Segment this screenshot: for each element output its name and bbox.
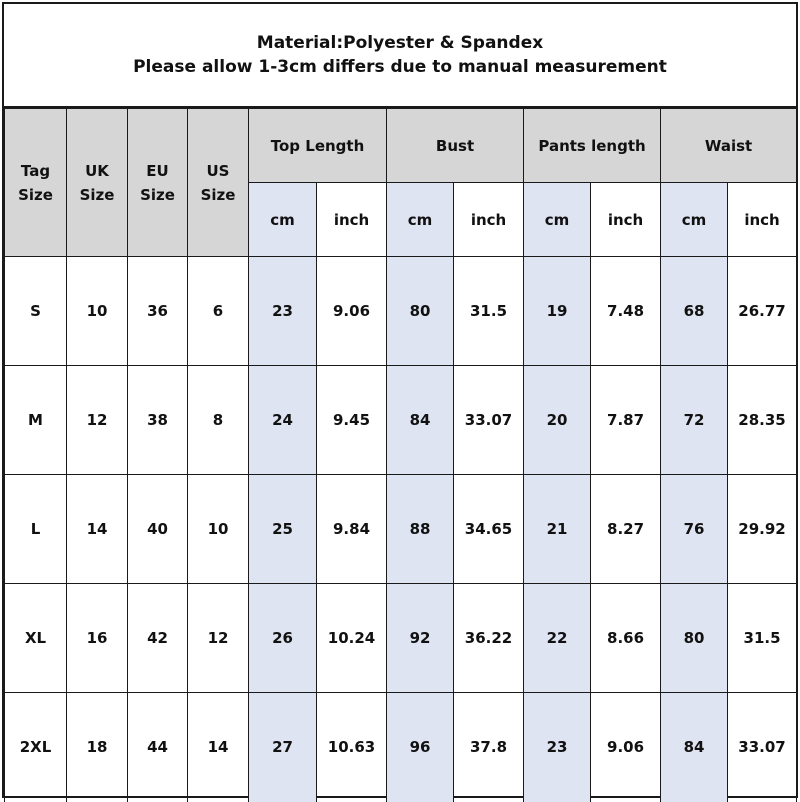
material-line: Material:Polyester & Spandex [256,33,544,53]
top-length-inch-cell: 9.06 [317,257,387,366]
pants-length-inch-cell: 8.66 [591,584,661,693]
unit-cm: cm [387,183,454,257]
top-length-cm-cell: 26 [249,584,317,693]
chart-header [4,4,796,108]
waist-cm-cell: 80 [661,584,728,693]
us-size-cell: 14 [188,693,249,802]
tag-size-cell: L [5,475,67,584]
bust-inch-cell: 37.8 [454,693,524,802]
top-length-cm-cell: 24 [249,366,317,475]
waist-inch-cell: 33.07 [728,693,797,802]
group-header-waist: Waist [661,109,797,183]
measurement-note: Please allow 1-3cm differs due to manual measurement [133,57,667,77]
group-header-bust: Bust [387,109,524,183]
pants-length-cm-cell: 20 [524,366,591,475]
bust-cm-cell: 92 [387,584,454,693]
tag-size-cell: S [5,257,67,366]
group-header-pants-length: Pants length [524,109,661,183]
waist-inch-cell: 29.92 [728,475,797,584]
uk-size-cell: 10 [67,257,128,366]
unit-inch: inch [317,183,387,257]
us-size-header: US Size [188,109,249,257]
unit-cm: cm [661,183,728,257]
top-length-inch-cell: 9.45 [317,366,387,475]
waist-inch-cell: 26.77 [728,257,797,366]
eu-size-cell: 38 [128,366,188,475]
size-chart [2,2,798,798]
table-row [5,693,797,802]
top-length-cm-cell: 27 [249,693,317,802]
group-header-row [5,109,797,183]
uk-size-cell: 16 [67,584,128,693]
pants-length-inch-cell: 7.48 [591,257,661,366]
pants-length-inch-cell: 8.27 [591,475,661,584]
unit-cm: cm [249,183,317,257]
tag-size-header: Tag Size [5,109,67,257]
bust-inch-cell: 33.07 [454,366,524,475]
pants-length-cm-cell: 19 [524,257,591,366]
waist-cm-cell: 76 [661,475,728,584]
pants-length-inch-cell: 7.87 [591,366,661,475]
eu-size-cell: 36 [128,257,188,366]
top-length-cm-cell: 25 [249,475,317,584]
us-size-cell: 6 [188,257,249,366]
tag-size-cell: XL [5,584,67,693]
bust-inch-cell: 34.65 [454,475,524,584]
unit-inch: inch [591,183,661,257]
unit-cm: cm [524,183,591,257]
bust-cm-cell: 88 [387,475,454,584]
uk-size-cell: 18 [67,693,128,802]
pants-length-cm-cell: 23 [524,693,591,802]
unit-inch: inch [728,183,797,257]
us-size-cell: 12 [188,584,249,693]
tag-size-cell: 2XL [5,693,67,802]
table-row [5,475,797,584]
pants-length-cm-cell: 22 [524,584,591,693]
bust-cm-cell: 80 [387,257,454,366]
bust-cm-cell: 84 [387,366,454,475]
top-length-inch-cell: 9.84 [317,475,387,584]
eu-size-cell: 40 [128,475,188,584]
eu-size-header: EU Size [128,109,188,257]
top-length-cm-cell: 23 [249,257,317,366]
size-table [4,108,797,802]
uk-size-cell: 14 [67,475,128,584]
bust-cm-cell: 96 [387,693,454,802]
group-header-top-length: Top Length [249,109,387,183]
waist-cm-cell: 68 [661,257,728,366]
table-row [5,584,797,693]
uk-size-cell: 12 [67,366,128,475]
us-size-cell: 10 [188,475,249,584]
waist-cm-cell: 84 [661,693,728,802]
unit-inch: inch [454,183,524,257]
tag-size-cell: M [5,366,67,475]
us-size-cell: 8 [188,366,249,475]
waist-inch-cell: 31.5 [728,584,797,693]
uk-size-header: UK Size [67,109,128,257]
top-length-inch-cell: 10.63 [317,693,387,802]
waist-cm-cell: 72 [661,366,728,475]
table-row [5,257,797,366]
eu-size-cell: 44 [128,693,188,802]
eu-size-cell: 42 [128,584,188,693]
table-row [5,366,797,475]
top-length-inch-cell: 10.24 [317,584,387,693]
bust-inch-cell: 36.22 [454,584,524,693]
waist-inch-cell: 28.35 [728,366,797,475]
pants-length-inch-cell: 9.06 [591,693,661,802]
bust-inch-cell: 31.5 [454,257,524,366]
pants-length-cm-cell: 21 [524,475,591,584]
